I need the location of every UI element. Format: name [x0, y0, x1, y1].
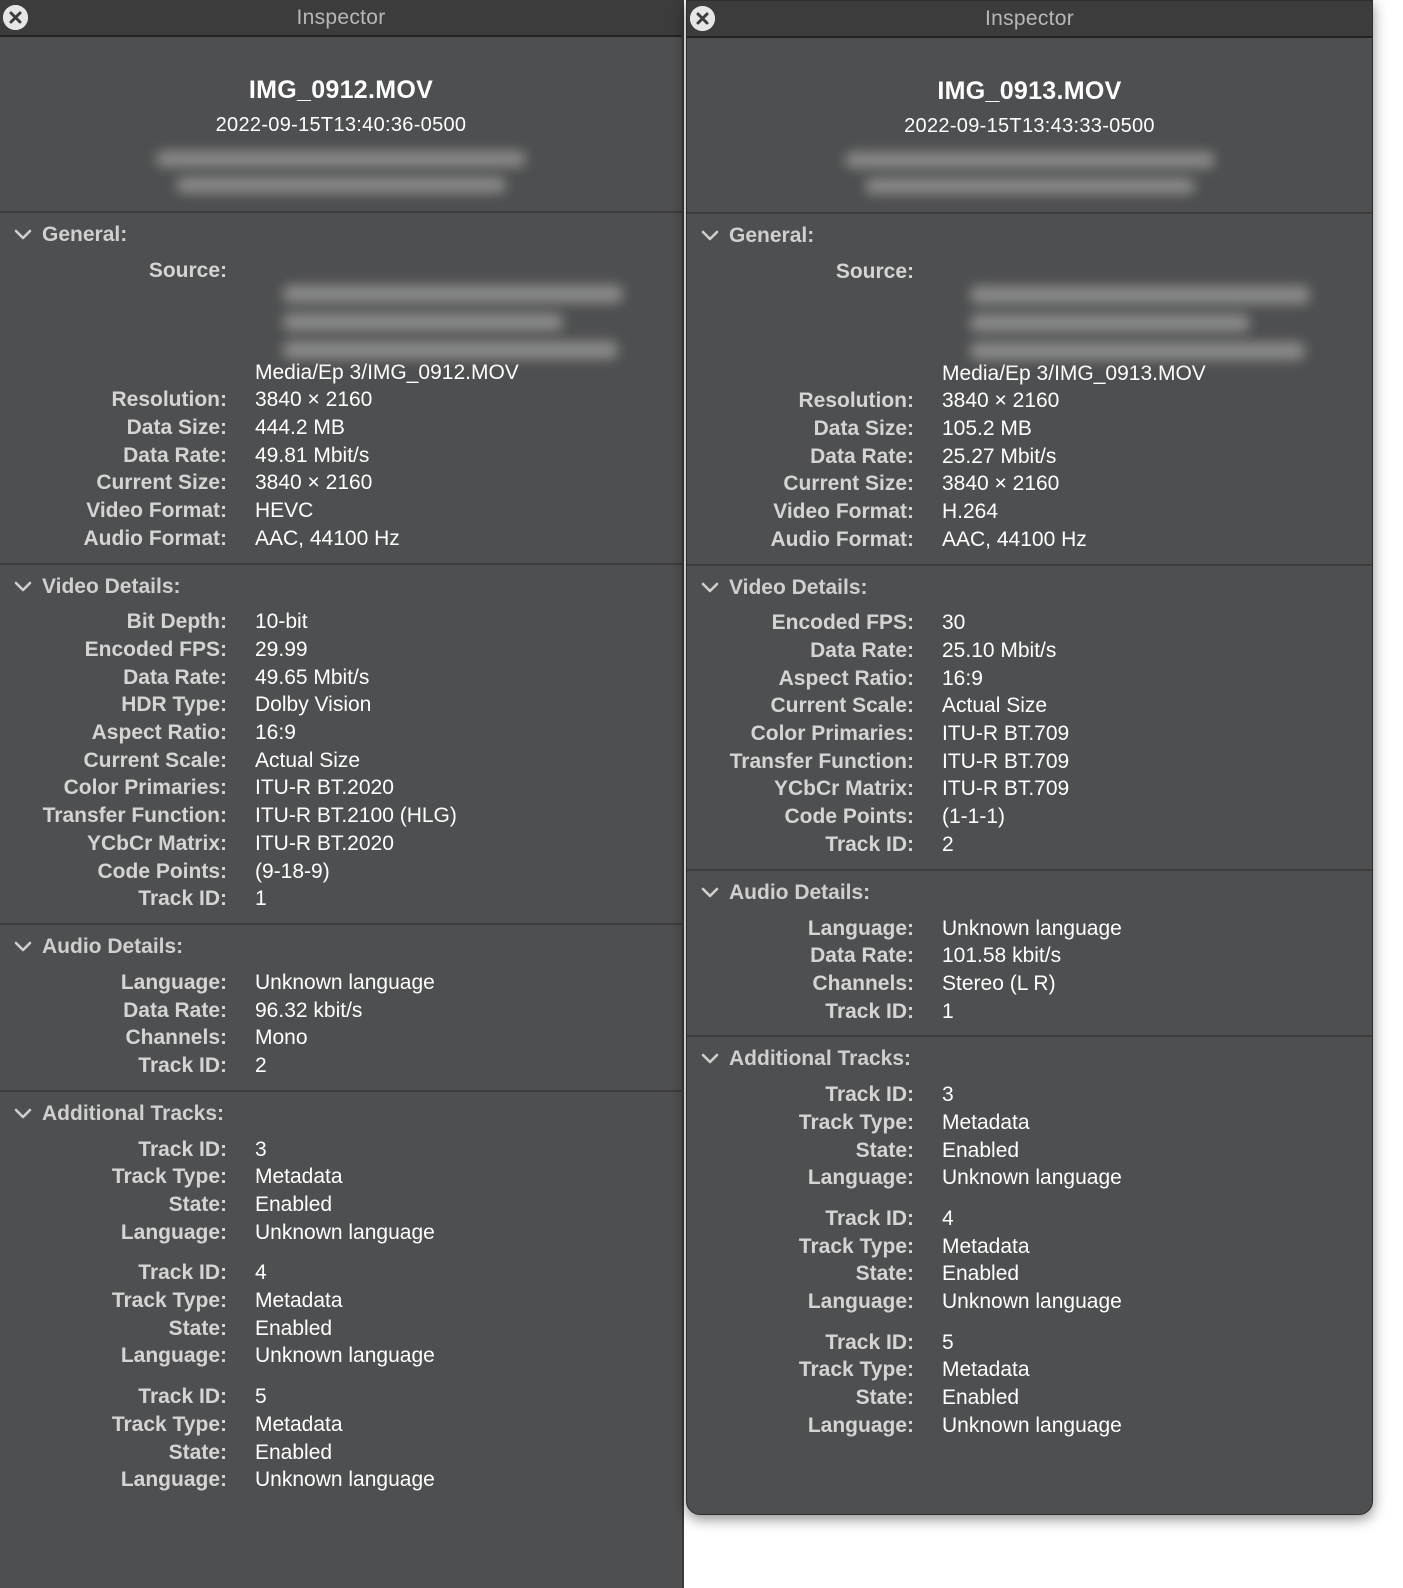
section-heading: General:	[729, 224, 815, 247]
row-value: 3840 × 2160	[255, 471, 373, 495]
source-path-row	[687, 360, 1372, 388]
audio-details-section	[0, 925, 682, 1092]
info-row	[687, 1261, 1372, 1289]
redacted-source-path	[0, 285, 682, 359]
row-value: AAC, 44100 Hz	[942, 527, 1087, 551]
info-row	[687, 1109, 1372, 1137]
row-label: Data Rate:	[123, 998, 227, 1022]
row-value: 3	[255, 1137, 267, 1161]
row-label: Transfer Function:	[729, 749, 914, 773]
row-label: Track Type:	[798, 1358, 914, 1382]
file-header	[0, 37, 682, 213]
row-label: Aspect Ratio:	[778, 666, 914, 690]
row-value: 16:9	[942, 666, 983, 690]
row-value: Enabled	[942, 1386, 1020, 1410]
row-value: ITU-R BT.709	[942, 722, 1070, 746]
row-value: 49.65 Mbit/s	[255, 665, 370, 689]
row-label: State:	[168, 1193, 227, 1217]
info-row	[0, 1219, 682, 1247]
row-value: 3840 × 2160	[255, 388, 373, 412]
row-label: State:	[855, 1138, 914, 1162]
info-row	[687, 637, 1372, 665]
row-value: 5	[255, 1385, 267, 1409]
row-value: (9-18-9)	[255, 859, 330, 883]
info-row	[0, 802, 682, 830]
info-row	[0, 1466, 682, 1494]
inspector-titlebar[interactable]	[0, 0, 682, 37]
row-value: 5	[942, 1330, 954, 1354]
row-value: Actual Size	[255, 748, 361, 772]
info-row	[0, 1260, 682, 1288]
info-row	[0, 1343, 682, 1371]
audio-details-disclosure[interactable]	[0, 925, 682, 969]
row-value: Metadata	[255, 1412, 343, 1436]
row-label: State:	[855, 1262, 914, 1286]
row-label: Language:	[120, 970, 227, 994]
info-row	[0, 1383, 682, 1411]
video-details-disclosure[interactable]	[0, 565, 682, 609]
video-details-disclosure[interactable]	[687, 566, 1372, 610]
info-row	[0, 830, 682, 858]
row-label: Color Primaries:	[63, 776, 227, 800]
row-value: 4	[942, 1207, 954, 1231]
file-header	[687, 38, 1372, 214]
info-row	[0, 775, 682, 803]
row-value: 3840 × 2160	[942, 472, 1060, 496]
info-row	[0, 442, 682, 470]
row-label: State:	[855, 1386, 914, 1410]
row-label: Track Type:	[798, 1234, 914, 1258]
row-label: Track ID:	[138, 887, 227, 911]
row-label: Current Size:	[783, 472, 914, 496]
info-row	[0, 636, 682, 664]
row-label: Transfer Function:	[42, 804, 227, 828]
info-row	[687, 1288, 1372, 1316]
window-title: Inspector	[296, 6, 386, 29]
row-label: Audio Format:	[770, 527, 914, 551]
row-value: 25.27 Mbit/s	[942, 444, 1057, 468]
info-row	[0, 858, 682, 886]
info-row	[687, 998, 1372, 1026]
info-row	[687, 387, 1372, 415]
info-row	[0, 997, 682, 1025]
row-value: H.264	[942, 499, 999, 523]
row-label: Track ID:	[138, 1053, 227, 1077]
close-icon	[690, 6, 715, 31]
info-row	[687, 1137, 1372, 1165]
row-value: 101.58 kbit/s	[942, 944, 1062, 968]
additional-tracks-disclosure[interactable]	[0, 1092, 682, 1136]
row-label: Language:	[120, 1468, 227, 1492]
row-label: Language:	[807, 1413, 914, 1437]
row-value: Enabled	[942, 1138, 1020, 1162]
row-label: YCbCr Matrix:	[773, 777, 914, 801]
row-label: Resolution:	[798, 389, 914, 413]
source-path-row	[0, 359, 682, 387]
row-value: Unknown language	[255, 1220, 435, 1244]
info-row	[0, 969, 682, 997]
row-label: Current Scale:	[83, 748, 227, 772]
info-row	[0, 885, 682, 913]
row-label: Language:	[807, 916, 914, 940]
row-value: ITU-R BT.2020	[255, 831, 394, 855]
row-value: Unknown language	[942, 1166, 1122, 1190]
general-disclosure[interactable]	[687, 214, 1372, 258]
row-label: State:	[168, 1316, 227, 1340]
row-value: ITU-R BT.709	[942, 749, 1070, 773]
general-section	[0, 213, 682, 565]
row-label: YCbCr Matrix:	[86, 831, 227, 855]
info-row	[687, 776, 1372, 804]
row-label: Track ID:	[825, 832, 914, 856]
row-value: Unknown language	[942, 916, 1122, 940]
info-row	[0, 414, 682, 442]
row-value: ITU-R BT.709	[942, 777, 1070, 801]
info-row	[0, 609, 682, 637]
row-value: Enabled	[255, 1193, 333, 1217]
row-label: Channels:	[125, 1026, 227, 1050]
row-label: Track Type:	[111, 1412, 227, 1436]
row-label: Track ID:	[825, 1330, 914, 1354]
info-row	[0, 719, 682, 747]
file-datetime: 2022-09-15T13:43:33-0500	[904, 115, 1155, 137]
row-value: HEVC	[255, 498, 314, 522]
info-row	[0, 469, 682, 497]
section-heading: Audio Details:	[729, 880, 871, 904]
info-row	[687, 1205, 1372, 1233]
row-value: Unknown language	[255, 1468, 435, 1492]
row-value: 25.10 Mbit/s	[942, 639, 1057, 663]
chevron-down-icon	[14, 581, 32, 593]
section-heading: Video Details:	[729, 575, 868, 599]
row-label: Current Size:	[96, 471, 227, 495]
row-label: Data Size:	[813, 416, 914, 440]
row-label: Language:	[120, 1344, 227, 1368]
additional-tracks-disclosure[interactable]	[687, 1037, 1372, 1081]
row-value: Stereo (L R)	[942, 971, 1056, 995]
chevron-down-icon	[14, 229, 32, 241]
chevron-down-icon	[701, 887, 719, 899]
row-value: AAC, 44100 Hz	[255, 526, 400, 550]
row-label: Track ID:	[138, 1261, 227, 1285]
chevron-down-icon	[14, 941, 32, 953]
row-value: Unknown language	[942, 1413, 1122, 1437]
row-label: Video Format:	[86, 498, 227, 522]
redacted-text	[176, 177, 506, 193]
row-value: 3	[942, 1083, 954, 1107]
row-label: Resolution:	[111, 388, 227, 412]
row-value: Mono	[255, 1026, 308, 1050]
chevron-down-icon	[14, 1108, 32, 1120]
info-row	[0, 1315, 682, 1343]
info-row	[687, 443, 1372, 471]
row-label: Encoded FPS:	[771, 611, 914, 635]
row-label: Data Rate:	[810, 444, 914, 468]
row-value: Enabled	[255, 1440, 333, 1464]
info-row	[687, 470, 1372, 498]
info-row	[687, 610, 1372, 638]
info-row	[687, 942, 1372, 970]
row-label: Source:	[148, 258, 227, 282]
info-row	[687, 1329, 1372, 1357]
row-value: ITU-R BT.2100 (HLG)	[255, 804, 457, 828]
file-name: IMG_0912.MOV	[248, 76, 434, 104]
row-label: Data Size:	[126, 415, 227, 439]
redacted-text	[156, 151, 526, 167]
info-row	[0, 386, 682, 414]
audio-details-disclosure[interactable]	[687, 871, 1372, 915]
info-row	[687, 498, 1372, 526]
row-label: Video Format:	[773, 499, 914, 523]
row-value: Metadata	[255, 1289, 343, 1313]
info-row	[687, 803, 1372, 831]
chevron-down-icon	[701, 582, 719, 594]
window-title: Inspector	[984, 7, 1075, 30]
file-datetime: 2022-09-15T13:40:36-0500	[215, 114, 467, 136]
additional-tracks-section	[0, 1092, 682, 1504]
source-row	[0, 257, 682, 285]
section-heading: General:	[42, 223, 128, 246]
row-label: Track ID:	[138, 1137, 227, 1161]
inspector-window-1	[0, 0, 684, 1588]
section-heading: Additional Tracks:	[729, 1047, 912, 1071]
chevron-down-icon	[701, 1053, 719, 1065]
section-heading: Video Details:	[42, 574, 181, 598]
video-details-section	[687, 566, 1372, 871]
row-label: Language:	[120, 1220, 227, 1244]
audio-details-section	[687, 871, 1372, 1038]
row-label: Data Rate:	[810, 639, 914, 663]
row-label: Data Rate:	[810, 944, 914, 968]
row-value: 49.81 Mbit/s	[255, 443, 370, 467]
info-row	[0, 1191, 682, 1219]
row-value: 2	[942, 832, 954, 856]
row-value: 29.99	[255, 638, 308, 662]
row-value: Actual Size	[942, 694, 1048, 718]
video-details-section	[0, 565, 682, 926]
row-value: Metadata	[942, 1358, 1030, 1382]
inspector-titlebar[interactable]	[687, 1, 1372, 38]
file-name: IMG_0913.MOV	[937, 77, 1122, 105]
row-label: Track ID:	[825, 1083, 914, 1107]
close-icon	[3, 5, 28, 30]
row-label: Data Rate:	[123, 443, 227, 467]
info-row	[687, 1357, 1372, 1385]
row-value: 1	[255, 887, 267, 911]
source-path-value: Media/Ep 3/IMG_0912.MOV	[255, 360, 519, 384]
row-value: 1	[942, 999, 954, 1023]
row-value: 2	[255, 1053, 267, 1077]
row-label: Bit Depth:	[126, 610, 227, 634]
row-label: Track ID:	[825, 1207, 914, 1231]
close-button[interactable]	[3, 5, 28, 30]
row-value: Unknown language	[942, 1290, 1122, 1314]
info-row	[687, 748, 1372, 776]
general-disclosure[interactable]	[0, 213, 682, 257]
info-row	[0, 1164, 682, 1192]
info-row	[0, 1287, 682, 1315]
redacted-source-path	[687, 286, 1372, 360]
info-row	[687, 526, 1372, 554]
info-row	[0, 1052, 682, 1080]
info-row	[0, 1411, 682, 1439]
info-row	[687, 1412, 1372, 1440]
row-label: Current Scale:	[770, 694, 914, 718]
row-value: 96.32 kbit/s	[255, 998, 363, 1022]
general-section	[687, 214, 1372, 566]
row-value: Enabled	[255, 1316, 333, 1340]
row-label: Data Rate:	[123, 665, 227, 689]
row-value: Metadata	[255, 1165, 343, 1189]
info-row	[687, 1233, 1372, 1261]
row-label: Track ID:	[825, 999, 914, 1023]
row-value: 4	[255, 1261, 267, 1285]
row-value: 10-bit	[255, 610, 308, 634]
row-label: Language:	[807, 1290, 914, 1314]
info-row	[0, 664, 682, 692]
additional-tracks-section	[687, 1037, 1372, 1449]
row-label: Track ID:	[138, 1385, 227, 1409]
info-row	[687, 1384, 1372, 1412]
row-label: HDR Type:	[121, 693, 227, 717]
source-path-value: Media/Ep 3/IMG_0913.MOV	[942, 361, 1206, 385]
info-row	[687, 1081, 1372, 1109]
row-label: Language:	[807, 1166, 914, 1190]
row-value: (1-1-1)	[942, 805, 1006, 829]
info-row	[687, 1165, 1372, 1193]
close-button[interactable]	[690, 6, 715, 31]
row-label: Encoded FPS:	[84, 638, 227, 662]
row-label: Channels:	[812, 971, 914, 995]
info-row	[687, 831, 1372, 859]
row-label: State:	[168, 1440, 227, 1464]
info-row	[0, 1136, 682, 1164]
info-row	[0, 1024, 682, 1052]
section-heading: Audio Details:	[42, 935, 184, 959]
row-label: Aspect Ratio:	[91, 721, 227, 745]
row-value: Enabled	[942, 1262, 1020, 1286]
chevron-down-icon	[701, 230, 719, 242]
row-label: Audio Format:	[83, 526, 227, 550]
info-row	[687, 693, 1372, 721]
row-value: 444.2 MB	[255, 415, 345, 439]
info-row	[0, 692, 682, 720]
row-value: ITU-R BT.2020	[255, 776, 394, 800]
row-value: Unknown language	[255, 1344, 435, 1368]
source-row	[687, 258, 1372, 286]
row-label: Source:	[835, 259, 914, 283]
info-row	[687, 665, 1372, 693]
inspector-window-2	[686, 0, 1373, 1515]
info-row	[687, 720, 1372, 748]
info-row	[687, 415, 1372, 443]
info-row	[0, 1439, 682, 1467]
row-value: 3840 × 2160	[942, 389, 1060, 413]
row-label: Code Points:	[784, 805, 914, 829]
info-row	[0, 497, 682, 525]
row-label: Track Type:	[798, 1110, 914, 1134]
row-label: Code Points:	[97, 859, 227, 883]
info-row	[687, 915, 1372, 943]
section-heading: Additional Tracks:	[42, 1101, 225, 1125]
info-row	[0, 747, 682, 775]
row-label: Track Type:	[111, 1165, 227, 1189]
info-row	[0, 525, 682, 553]
row-value: Unknown language	[255, 970, 435, 994]
redacted-text	[845, 152, 1215, 168]
row-label: Track Type:	[111, 1289, 227, 1313]
row-value: Metadata	[942, 1110, 1030, 1134]
info-row	[687, 970, 1372, 998]
row-value: Metadata	[942, 1234, 1030, 1258]
redacted-text	[865, 178, 1195, 194]
row-label: Color Primaries:	[750, 722, 914, 746]
row-value: 105.2 MB	[942, 416, 1032, 440]
row-value: Dolby Vision	[255, 693, 372, 717]
row-value: 30	[942, 611, 966, 635]
row-value: 16:9	[255, 721, 296, 745]
